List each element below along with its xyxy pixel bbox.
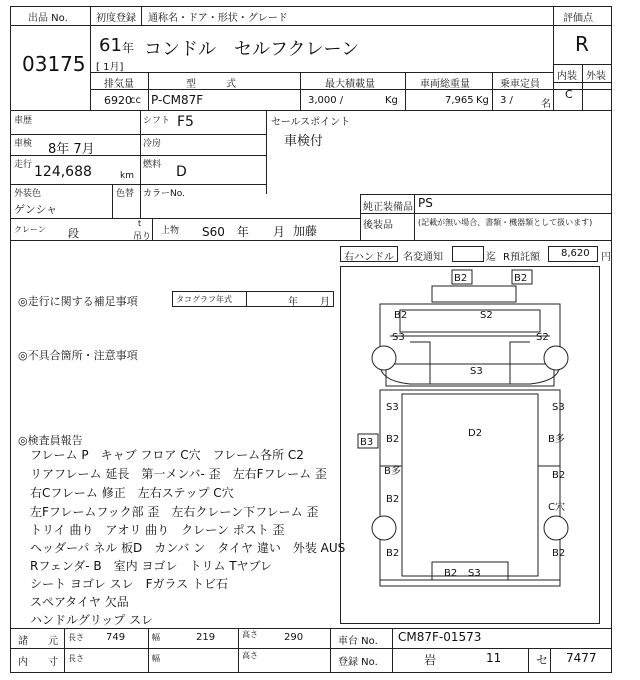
tacho-year: 年	[288, 297, 298, 308]
reg-kana: セ	[536, 653, 549, 667]
exterior-score-label: 外装	[586, 71, 606, 82]
width-value: 219	[196, 632, 216, 643]
width-label: 幅	[152, 633, 160, 642]
deadline-label: 迄	[486, 252, 496, 263]
length-label: 長さ	[68, 633, 84, 642]
dmg-label: B2	[394, 310, 408, 321]
dmg-label: B2	[454, 273, 468, 284]
lot-number: 03175	[22, 52, 86, 76]
dims-label: 諸 元	[18, 636, 58, 647]
crane-label: クレーン	[14, 225, 46, 234]
gvw-label: 車両総重量	[420, 79, 470, 90]
first-reg-label: 初度登録	[96, 13, 136, 24]
dmg-label: D2	[468, 428, 483, 439]
type-value: P-CM87F	[151, 93, 204, 107]
length-value: 749	[106, 632, 126, 643]
mileage-unit: km	[120, 171, 134, 181]
sales-point-label: セールスポイント	[271, 117, 351, 128]
displacement-label: 排気量	[104, 79, 134, 90]
interior-dims-label: 内 寸	[18, 657, 58, 668]
name-change-label: 名変通知	[403, 252, 443, 263]
grade-label: 評価点	[563, 13, 593, 24]
inspection-label: 車検	[14, 139, 33, 149]
dmg-label: S3	[392, 332, 405, 343]
load-label: 最大積載量	[325, 79, 375, 90]
model-name: コンドル セルフクレーン	[144, 39, 360, 60]
reg-area: 岩	[424, 653, 437, 667]
defects-title: ◎不具合箇所・注意事項	[18, 349, 138, 362]
supplement-title: ◎走行に関する補足事項	[18, 295, 138, 308]
load-value: 3,000 /	[308, 95, 344, 106]
equipment-label: 純正装備品	[363, 202, 413, 213]
dmg-label: B2	[386, 434, 400, 445]
tacho-label: タコグラフ年式	[176, 295, 232, 304]
dmg-label: S2	[536, 332, 549, 343]
fuel-value: D	[176, 164, 187, 180]
reg-number: 7477	[566, 651, 597, 665]
mileage-label: 走行	[14, 160, 33, 170]
gvw-unit: Kg	[476, 95, 489, 106]
color-label: 外装色	[14, 189, 42, 199]
steering-value: 右ハンドル	[344, 252, 394, 263]
dmg-label: S3	[552, 402, 565, 413]
report-line: シート ヨゴレ スレ Fガラス トビ石	[30, 577, 228, 591]
shift-label: シフト	[143, 116, 171, 126]
upper-year: S60 年 月	[202, 225, 285, 239]
aircon-label: 冷房	[143, 139, 162, 149]
first-reg-year: 61	[99, 35, 122, 56]
dmg-label: B2	[552, 548, 566, 559]
displacement-unit: cc	[130, 95, 141, 106]
report-line: リアフレーム 延長 第一メンバ- 歪 左右Fフレーム 歪	[30, 467, 327, 481]
report-line: トリイ 曲り アオリ 曲り クレーン ポスト 歪	[30, 523, 285, 537]
mileage-value: 124,688	[34, 164, 92, 180]
aftermarket-note: (記載が無い場合、書類・機器類として扱います)	[418, 218, 593, 227]
reg-class: 11	[486, 651, 502, 665]
dmg-label: S3	[386, 402, 399, 413]
chassis-value: CM87F-01573	[398, 630, 482, 644]
dmg-label: B多	[384, 466, 401, 477]
interior-score-label: 内装	[557, 71, 577, 82]
first-reg-year-unit: 年	[122, 41, 135, 55]
tax-value: 8,620	[561, 248, 590, 259]
tax-unit: 円	[601, 252, 611, 263]
tacho-month: 月	[320, 297, 330, 308]
in-height-label: 高さ	[242, 651, 258, 660]
upper-label: 上物	[161, 226, 180, 236]
capacity-label: 乗車定員	[500, 79, 540, 90]
dmg-label: B3	[360, 437, 374, 448]
history-label: 車歴	[14, 116, 33, 126]
inspector-title: ◎検査員報告	[18, 434, 83, 447]
crane-stage: 段	[68, 227, 79, 240]
color-change-label: 色替	[116, 189, 135, 199]
name-change-box	[452, 246, 484, 262]
name-label: 通称名・ドア・形状・グレード	[148, 13, 288, 24]
aftermarket-label: 後装品	[363, 220, 393, 231]
displacement-value: 6920	[104, 94, 132, 107]
crane-ton-mark: t	[138, 219, 142, 228]
report-line: 左Fフレームフック部 歪 左右クレーン下フレーム 歪	[30, 505, 319, 519]
inspection-value: 8年 7月	[48, 142, 95, 157]
grade-value: R	[575, 32, 589, 56]
report-line: ヘッダーパ ネル 板D カンバ ン タイヤ 違い 外装 AUS	[30, 541, 346, 555]
height-label: 高さ	[242, 630, 258, 639]
height-value: 290	[284, 632, 304, 643]
interior-score: C	[565, 88, 573, 101]
reg-label: 登録 No.	[338, 657, 378, 668]
truck-diagram	[340, 266, 600, 624]
dmg-label: S3	[470, 366, 483, 377]
dmg-label: B2	[444, 568, 458, 579]
report-line: ハンドルグリップ スレ	[30, 613, 154, 627]
type-label: 型 式	[186, 79, 236, 90]
dmg-label: S3	[468, 568, 481, 579]
report-line: フレーム P キャブ フロア C穴 フレーム各所 C2	[30, 448, 304, 462]
sales-point-value: 車検付	[284, 134, 324, 149]
dmg-label: B多	[548, 434, 565, 445]
dmg-label: C穴	[548, 502, 565, 513]
dmg-label: B2	[386, 548, 400, 559]
color-value: ゲンシャ	[14, 203, 58, 216]
gvw-value: 7,965	[445, 95, 474, 106]
dmg-label: B2	[386, 494, 400, 505]
first-reg-month: [ 1月]	[96, 62, 124, 73]
shift-value: F5	[177, 114, 194, 130]
dmg-label: B2	[552, 470, 566, 481]
dmg-label: S2	[480, 310, 493, 321]
upper-maker: 加藤	[293, 224, 318, 238]
color-no-label: カラーNo.	[143, 189, 185, 199]
load-unit: Kg	[385, 95, 398, 106]
capacity-unit: 名	[541, 99, 551, 110]
report-line: スペアタイヤ 欠品	[30, 595, 129, 609]
report-line: 右Cフレーム 修正 左右ステップ C穴	[30, 486, 234, 500]
in-length-label: 長さ	[68, 654, 84, 663]
crane-ton: 吊り	[133, 232, 152, 242]
report-line: Rフェンダ- B 室内 ヨゴレ トリム Tヤブレ	[30, 559, 273, 573]
in-width-label: 幅	[152, 654, 160, 663]
dmg-label: B2	[514, 273, 528, 284]
lot-label: 出品 No.	[28, 13, 68, 24]
fuel-label: 燃料	[143, 160, 162, 170]
equipment-value: PS	[418, 196, 433, 210]
tax-label: R預託額	[503, 252, 540, 263]
chassis-label: 車台 No.	[338, 636, 378, 647]
capacity-value: 3 /	[500, 95, 513, 106]
